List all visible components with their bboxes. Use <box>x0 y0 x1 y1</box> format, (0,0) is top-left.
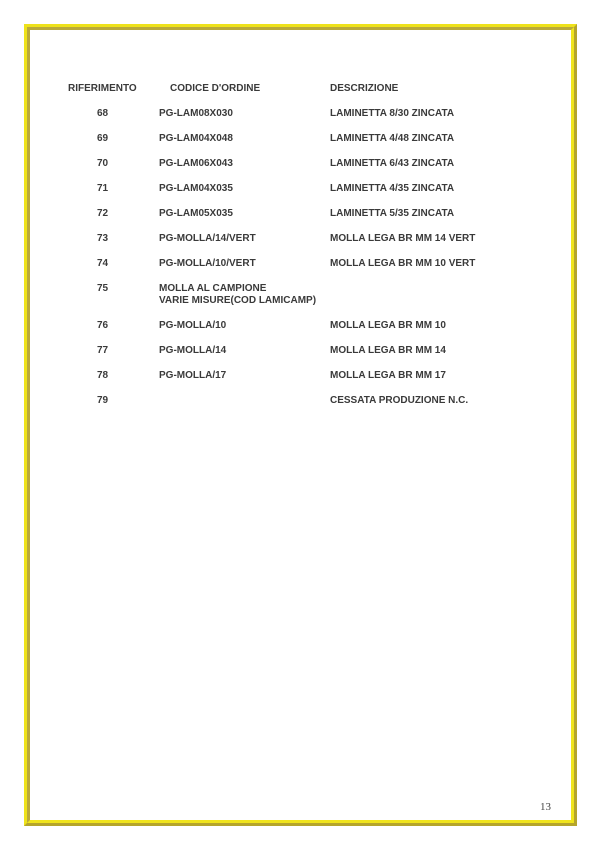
row-desc: MOLLA LEGA BR MM 10 <box>330 320 446 331</box>
header-riferimento: RIFERIMENTO <box>68 83 137 94</box>
row-ref: 69 <box>97 133 109 144</box>
row-desc: MOLLA LEGA BR MM 14 <box>330 345 446 356</box>
row-ref: 71 <box>97 183 109 194</box>
row-ref: 75 <box>97 283 109 294</box>
row-ref: 74 <box>97 258 109 269</box>
header-codice-ordine: CODICE D'ORDINE <box>170 83 261 94</box>
page-number: 13 <box>540 801 551 813</box>
row-code: PG-MOLLA/10/VERT <box>159 258 256 269</box>
row-desc: MOLLA LEGA BR MM 17 <box>330 370 446 381</box>
row-ref: 70 <box>97 158 109 169</box>
page-border-inner <box>27 27 574 823</box>
row-code: PG-LAM04X048 <box>159 133 233 144</box>
row-ref: 72 <box>97 208 109 219</box>
row-ref: 76 <box>97 320 109 331</box>
row-code: PG-LAM08X030 <box>159 108 233 119</box>
row-code: MOLLA AL CAMPIONE <box>159 283 267 294</box>
row-desc: LAMINETTA 8/30 ZINCATA <box>330 108 455 119</box>
row-ref: 73 <box>97 233 109 244</box>
row-desc: LAMINETTA 4/35 ZINCATA <box>330 183 455 194</box>
row-desc: CESSATA PRODUZIONE N.C. <box>330 395 469 406</box>
row-code: PG-MOLLA/17 <box>159 370 227 381</box>
row-ref: 78 <box>97 370 109 381</box>
row-code: PG-MOLLA/14/VERT <box>159 233 256 244</box>
row-ref: 79 <box>97 395 109 406</box>
row-code: PG-LAM04X035 <box>159 183 233 194</box>
row-desc: MOLLA LEGA BR MM 10 VERT <box>330 258 476 269</box>
row-code: PG-MOLLA/10 <box>159 320 227 331</box>
header-descrizione: DESCRIZIONE <box>330 83 399 94</box>
row-code-line2: VARIE MISURE(COD LAMICAMP) <box>159 295 317 306</box>
row-ref: 68 <box>97 108 109 119</box>
row-desc: LAMINETTA 4/48 ZINCATA <box>330 133 455 144</box>
row-code: PG-LAM05X035 <box>159 208 233 219</box>
row-desc: LAMINETTA 6/43 ZINCATA <box>330 158 455 169</box>
row-code: PG-MOLLA/14 <box>159 345 227 356</box>
row-ref: 77 <box>97 345 109 356</box>
row-code: PG-LAM06X043 <box>159 158 233 169</box>
row-desc: LAMINETTA 5/35 ZINCATA <box>330 208 455 219</box>
row-desc: MOLLA LEGA BR MM 14 VERT <box>330 233 476 244</box>
